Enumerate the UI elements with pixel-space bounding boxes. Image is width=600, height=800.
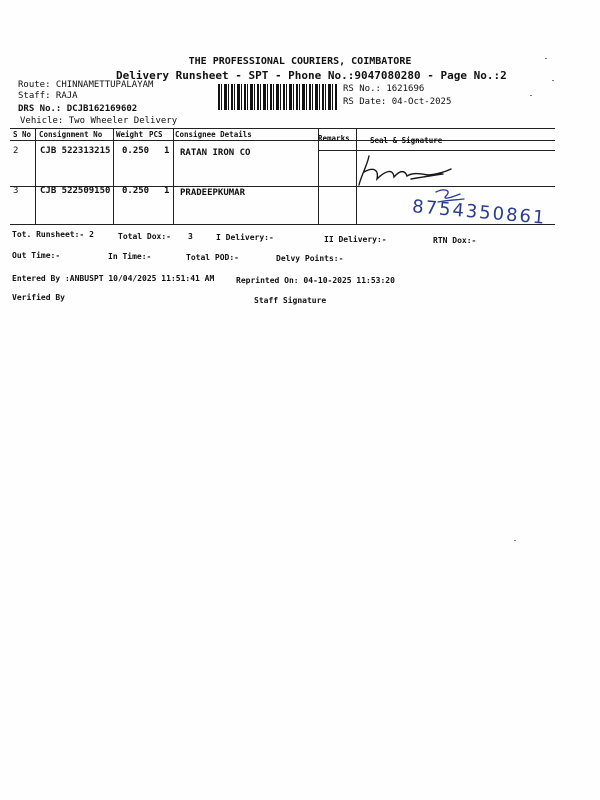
barcode-image xyxy=(218,84,338,110)
row-sno: 2 xyxy=(13,146,19,156)
delvy-points: Delvy Points:- xyxy=(276,254,344,263)
scan-speck xyxy=(545,58,547,59)
entered-by: Entered By :ANBUSPT 10/04/2025 11:51:41 AM xyxy=(12,274,215,283)
col-header-remarks: Remarks xyxy=(318,134,350,143)
row-pcs: 1 xyxy=(164,186,170,196)
row-consignment: CJB 522509150 xyxy=(40,186,111,196)
row-sno: 3 xyxy=(13,186,19,196)
reprinted-on: Reprinted On: 04-10-2025 11:53:20 xyxy=(236,276,395,285)
total-dox-value: 3 xyxy=(188,232,193,241)
table-header-rule xyxy=(10,140,555,141)
col-header-consignment: Consignment No xyxy=(39,130,103,139)
rs-date: RS Date: 04-Oct-2025 xyxy=(343,97,452,107)
company-title: THE PROFESSIONAL COURIERS, COIMBATORE xyxy=(188,56,412,67)
row-consignment: CJB 522313215 xyxy=(40,146,111,156)
scan-speck xyxy=(530,95,532,96)
row-weight: 0.250 xyxy=(122,186,150,196)
staff-signature: Staff Signature xyxy=(254,296,327,305)
col-header-consignee: Consignee Details xyxy=(175,130,252,139)
total-dox-label: Total Dox:- xyxy=(118,232,171,241)
seal-header-rule xyxy=(318,150,555,151)
row-consignee: PRADEEPKUMAR xyxy=(180,188,246,198)
table-top-rule xyxy=(10,128,555,129)
scan-speck xyxy=(514,540,516,541)
ii-delivery: II Delivery:- xyxy=(324,235,387,244)
staff-text: Staff: RAJA xyxy=(18,91,78,101)
drs-number: DRS No.: DCJB162169602 xyxy=(18,104,138,114)
row-consignee: RATAN IRON CO xyxy=(180,148,251,158)
col-header-sno: S No xyxy=(13,130,32,139)
col-header-pcs: PCS xyxy=(149,130,163,139)
col-divider xyxy=(173,128,174,224)
rs-number: RS No.: 1621696 xyxy=(343,84,425,94)
col-header-weight: Weight xyxy=(116,130,144,139)
table-bottom-rule xyxy=(10,224,555,225)
col-header-seal: Seal & Signature xyxy=(370,136,443,145)
in-time: In Time:- xyxy=(108,252,152,261)
route-text: Route: CHINNAMETTUPALAYAM xyxy=(18,80,154,90)
row-weight: 0.250 xyxy=(122,146,150,156)
handwritten-phone: 8754350861 xyxy=(411,196,548,229)
row-pcs: 1 xyxy=(164,146,170,156)
out-time: Out Time:- xyxy=(12,251,61,260)
tot-runsheet: Tot. Runsheet:- 2 xyxy=(12,230,94,239)
col-divider xyxy=(35,128,36,224)
rtn-dox: RTN Dox:- xyxy=(433,236,477,245)
runsheet-subtitle: Delivery Runsheet - SPT - Phone No.:9047080280 - Page No.:2 xyxy=(116,69,507,82)
verified-by: Verified By xyxy=(12,293,65,302)
scan-speck xyxy=(552,80,554,81)
total-pod: Total POD:- xyxy=(186,253,239,262)
signature-scribble xyxy=(355,152,465,188)
i-delivery: I Delivery:- xyxy=(216,233,274,242)
col-divider xyxy=(113,128,114,224)
vehicle-text: Vehicle: Two Wheeler Delivery xyxy=(20,116,178,126)
